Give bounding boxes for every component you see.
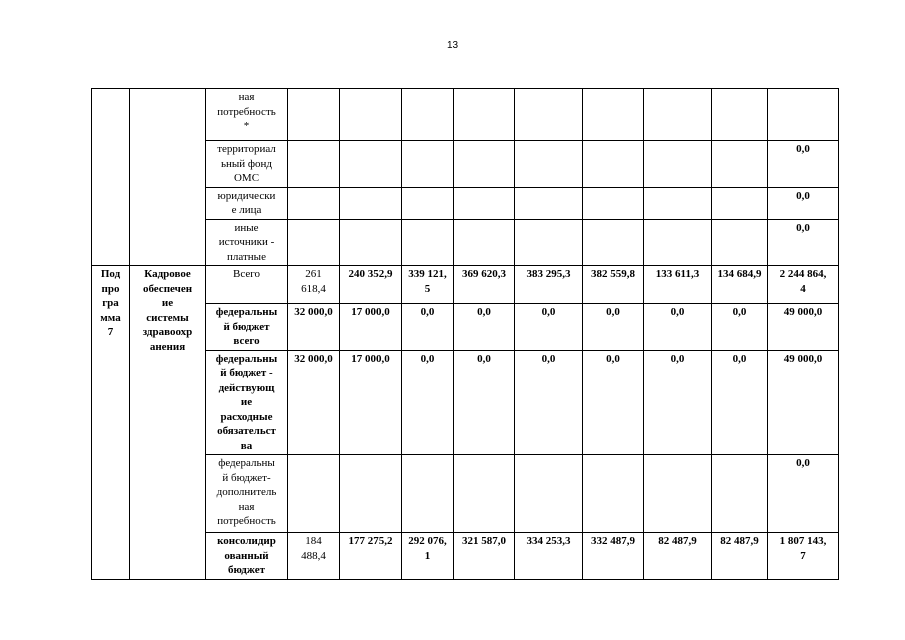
year-value-cell: 0,0 bbox=[454, 304, 515, 351]
year-value-cell bbox=[402, 89, 454, 141]
year-value-cell bbox=[515, 141, 583, 188]
year-value-cell bbox=[583, 219, 644, 266]
total-cell: 1 807 143, 7 bbox=[768, 533, 839, 580]
table-row bbox=[92, 266, 839, 304]
year-value-cell: 32 000,0 bbox=[288, 304, 340, 351]
year-value-cell: 0,0 bbox=[583, 304, 644, 351]
year-value-cell: 292 076, 1 bbox=[402, 533, 454, 580]
page-number: 13 bbox=[446, 40, 459, 51]
year-value-cell bbox=[454, 89, 515, 141]
year-value-cell bbox=[402, 219, 454, 266]
total-cell: 49 000,0 bbox=[768, 350, 839, 455]
year-value-cell bbox=[644, 187, 712, 219]
year-value-cell bbox=[515, 219, 583, 266]
year-value-cell: 369 620,3 bbox=[454, 266, 515, 304]
year-value-cell bbox=[454, 187, 515, 219]
subprogram-code: Под про гра мма 7 bbox=[92, 266, 130, 580]
year-value-cell bbox=[288, 187, 340, 219]
total-cell bbox=[768, 89, 839, 141]
year-value-cell bbox=[644, 455, 712, 533]
table-row bbox=[92, 89, 839, 141]
year-value-cell bbox=[340, 455, 402, 533]
subprogram-name-cell bbox=[130, 89, 206, 266]
budget-table-body bbox=[92, 89, 839, 580]
year-value-cell: 133 611,3 bbox=[644, 266, 712, 304]
year-value-cell: 0,0 bbox=[402, 350, 454, 455]
year-value-cell bbox=[454, 455, 515, 533]
year-value-cell bbox=[712, 89, 768, 141]
year-value-cell bbox=[583, 89, 644, 141]
funding-source-cell: федеральны й бюджет - действующ ие расходные обязательст ва bbox=[206, 350, 288, 455]
year-value-cell bbox=[583, 455, 644, 533]
year-value-cell bbox=[454, 141, 515, 188]
funding-source-cell: юридически е лица bbox=[206, 187, 288, 219]
year-value-cell bbox=[288, 455, 340, 533]
year-value-cell: 240 352,9 bbox=[340, 266, 402, 304]
year-value-cell: 32 000,0 bbox=[288, 350, 340, 455]
funding-source-cell: консолидир ованный бюджет bbox=[206, 533, 288, 580]
year-value-cell bbox=[515, 455, 583, 533]
year-value-cell bbox=[712, 187, 768, 219]
year-value-cell bbox=[712, 219, 768, 266]
year-value-cell bbox=[340, 219, 402, 266]
total-cell: 0,0 bbox=[768, 141, 839, 188]
total-cell: 2 244 864, 4 bbox=[768, 266, 839, 304]
year-value-cell: 0,0 bbox=[583, 350, 644, 455]
year-value-cell: 0,0 bbox=[515, 304, 583, 351]
year-value-cell bbox=[644, 89, 712, 141]
year-value-cell: 0,0 bbox=[515, 350, 583, 455]
subprogram-code-cell bbox=[92, 89, 130, 266]
year-value-cell: 332 487,9 bbox=[583, 533, 644, 580]
year-value-cell: 0,0 bbox=[712, 350, 768, 455]
year-value-cell bbox=[288, 219, 340, 266]
total-cell: 0,0 bbox=[768, 455, 839, 533]
year-value-cell bbox=[340, 141, 402, 188]
year-value-cell bbox=[712, 141, 768, 188]
year-value-cell bbox=[288, 89, 340, 141]
year-value-cell: 82 487,9 bbox=[712, 533, 768, 580]
year-value-cell bbox=[712, 455, 768, 533]
year-value-cell bbox=[644, 219, 712, 266]
total-cell: 0,0 bbox=[768, 187, 839, 219]
year-value-cell: 177 275,2 bbox=[340, 533, 402, 580]
year-value-cell bbox=[402, 187, 454, 219]
year-value-cell: 82 487,9 bbox=[644, 533, 712, 580]
year-value-cell bbox=[402, 455, 454, 533]
year-value-cell bbox=[583, 141, 644, 188]
year-value-cell: 0,0 bbox=[644, 304, 712, 351]
year-value-cell: 17 000,0 bbox=[340, 350, 402, 455]
funding-source-cell: Всего bbox=[206, 266, 288, 304]
year-value-cell: 0,0 bbox=[712, 304, 768, 351]
year-value-cell: 334 253,3 bbox=[515, 533, 583, 580]
funding-source-cell: ная потребность * bbox=[206, 89, 288, 141]
year-value-cell: 184 488,4 bbox=[288, 533, 340, 580]
year-value-cell bbox=[402, 141, 454, 188]
year-value-cell: 0,0 bbox=[454, 350, 515, 455]
budget-table bbox=[91, 88, 839, 580]
funding-source-cell: иные источники - платные bbox=[206, 219, 288, 266]
funding-source-cell: федеральны й бюджет всего bbox=[206, 304, 288, 351]
funding-source-cell: территориал ьный фонд ОМС bbox=[206, 141, 288, 188]
year-value-cell: 261 618,4 bbox=[288, 266, 340, 304]
year-value-cell bbox=[583, 187, 644, 219]
year-value-cell bbox=[515, 89, 583, 141]
year-value-cell bbox=[340, 89, 402, 141]
year-value-cell: 321 587,0 bbox=[454, 533, 515, 580]
year-value-cell: 17 000,0 bbox=[340, 304, 402, 351]
year-value-cell: 0,0 bbox=[644, 350, 712, 455]
year-value-cell bbox=[340, 187, 402, 219]
year-value-cell bbox=[454, 219, 515, 266]
year-value-cell: 383 295,3 bbox=[515, 266, 583, 304]
year-value-cell: 0,0 bbox=[402, 304, 454, 351]
total-cell: 49 000,0 bbox=[768, 304, 839, 351]
total-cell: 0,0 bbox=[768, 219, 839, 266]
funding-source-cell: федеральны й бюджет- дополнитель ная потребность bbox=[206, 455, 288, 533]
subprogram-name: Кадровое обеспечен ие системы здравоохр анения bbox=[130, 266, 206, 580]
year-value-cell: 339 121, 5 bbox=[402, 266, 454, 304]
year-value-cell: 382 559,8 bbox=[583, 266, 644, 304]
year-value-cell bbox=[644, 141, 712, 188]
year-value-cell bbox=[515, 187, 583, 219]
year-value-cell: 134 684,9 bbox=[712, 266, 768, 304]
year-value-cell bbox=[288, 141, 340, 188]
